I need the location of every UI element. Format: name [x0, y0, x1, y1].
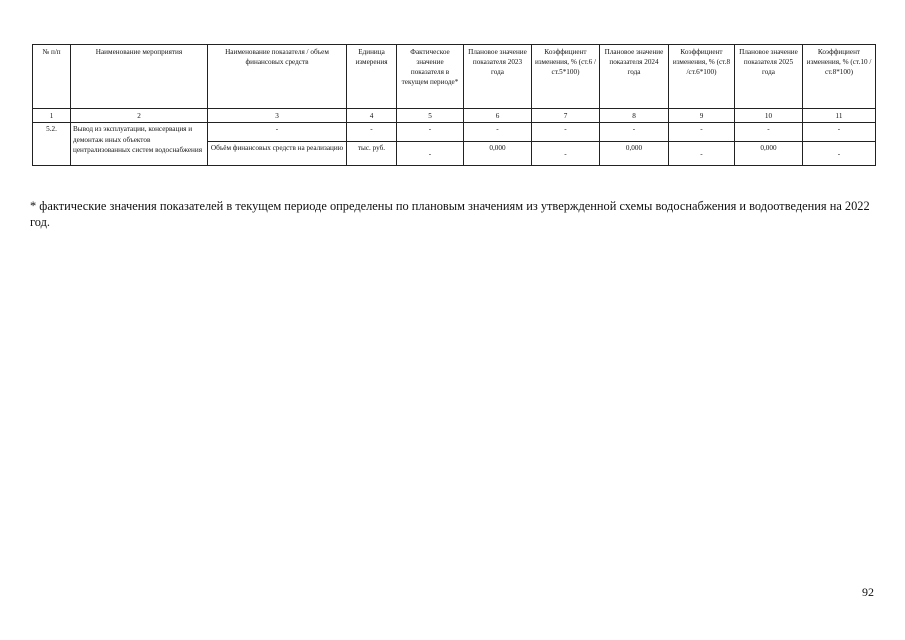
indicators-table: [32, 44, 876, 166]
header-cell: Коэффициент изменения, % (ст.8 /ст.6*100): [669, 45, 735, 109]
header-cell: Плановое значение показателя 2025 года: [735, 45, 803, 109]
table-cell: 0,000: [600, 142, 669, 166]
header-cell: Единица измерения: [347, 45, 397, 109]
column-number-cell: 1: [33, 109, 71, 123]
table-cell: -: [532, 142, 600, 166]
column-number-cell: 8: [600, 109, 669, 123]
column-number-cell: 5: [397, 109, 464, 123]
table-cell: -: [347, 123, 397, 142]
page-number: 92: [862, 585, 874, 599]
header-cell: Плановое значение показателя 2024 года: [600, 45, 669, 109]
indicator-name-cell: Объём финансовых средств на реализацию: [208, 142, 347, 166]
header-cell: Коэффициент изменения, % (ст.6 /ст.5*100): [532, 45, 600, 109]
header-cell: Фактическое значение показателя в текущем периоде*: [397, 45, 464, 109]
column-number-cell: 10: [735, 109, 803, 123]
table-cell: -: [397, 142, 464, 166]
header-cell: Плановое значение показателя 2023 года: [464, 45, 532, 109]
table-cell: -: [669, 142, 735, 166]
footnote: * фактические значения показателей в текущем периоде определены по плановым значениям из утвержденной схемы водоснабжения и водоотведения на 2022 год.: [30, 199, 870, 229]
column-number-row: [33, 109, 876, 123]
table-cell: -: [735, 123, 803, 142]
table-cell: -: [464, 123, 532, 142]
event-name-cell: Вывод из эксплуатации, консервация и демонтаж иных объектов централизованных систем водоснабжения: [71, 123, 208, 166]
row-number-cell: 5.2.: [33, 123, 71, 166]
column-number-cell: 4: [347, 109, 397, 123]
column-number-cell: 3: [208, 109, 347, 123]
table-cell: 0,000: [735, 142, 803, 166]
header-cell: Коэффициент изменения, % (ст.10 /ст.8*100): [803, 45, 876, 109]
header-cell: Наименование мероприятия: [71, 45, 208, 109]
table-cell: -: [669, 123, 735, 142]
table-cell: -: [208, 123, 347, 142]
column-number-cell: 9: [669, 109, 735, 123]
table-header-row: [33, 45, 876, 109]
column-number-cell: 2: [71, 109, 208, 123]
table-cell: -: [600, 123, 669, 142]
unit-cell: тыс. руб.: [347, 142, 397, 166]
table-cell: -: [532, 123, 600, 142]
table-cell: 0,000: [464, 142, 532, 166]
header-cell: Наименование показателя / объем финансовых средств: [208, 45, 347, 109]
column-number-cell: 7: [532, 109, 600, 123]
table-cell: -: [803, 142, 876, 166]
column-number-cell: 6: [464, 109, 532, 123]
table-cell: -: [803, 123, 876, 142]
table-row: [33, 123, 876, 142]
table-cell: -: [397, 123, 464, 142]
column-number-cell: 11: [803, 109, 876, 123]
header-cell: № п/п: [33, 45, 71, 109]
